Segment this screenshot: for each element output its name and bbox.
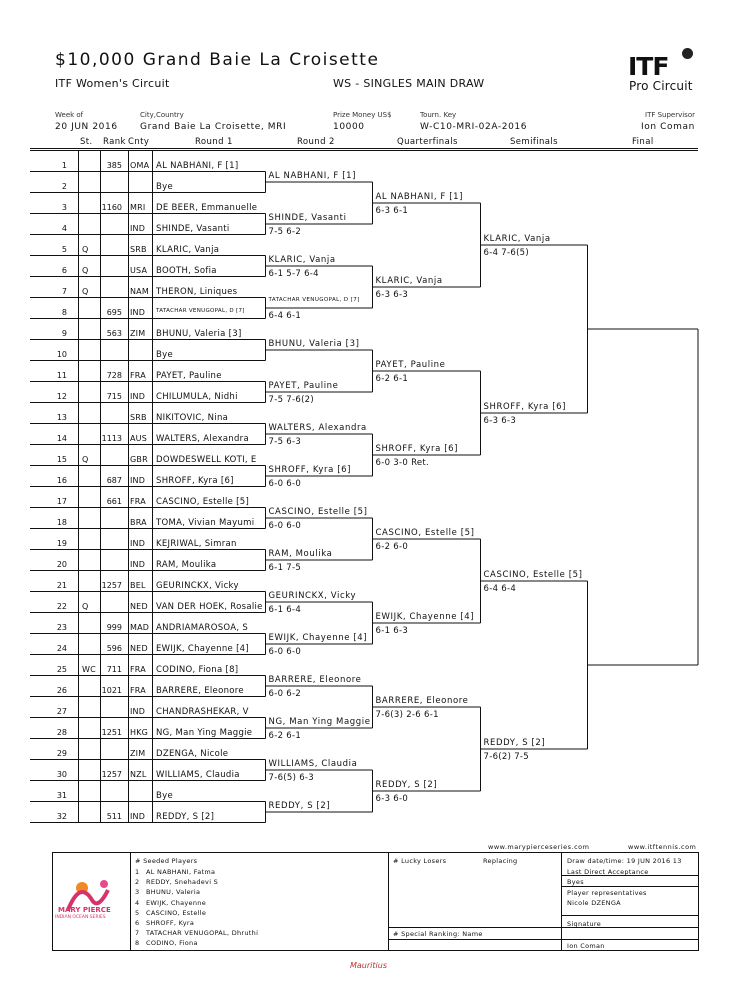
entry-player-name: RAM, Moulika [156, 559, 217, 570]
entry-number: 18 [56, 517, 67, 527]
url-itf: www.itftennis.com [628, 843, 697, 851]
entry-player-name: KEJRIWAL, Simran [156, 538, 237, 549]
entry-number: 29 [56, 748, 67, 758]
entry-country: AUS [130, 433, 148, 443]
entry-player-name: DE BEER, Emmanuelle [156, 202, 258, 213]
sf-score: 7-6(2) 7-5 [483, 752, 530, 762]
seed-player-name: EWIJK, Chayenne [146, 898, 206, 907]
circuit-name: ITF Women's Circuit [55, 77, 170, 90]
entry-rank: 563 [106, 328, 122, 338]
entry-status: WC [82, 664, 96, 674]
round2-score: 6-1 5-7 6-4 [268, 269, 319, 279]
round2-score: 6-0 6-2 [268, 689, 302, 699]
mary-pierce-logo-text: MARY PIERCE [58, 906, 111, 914]
entry-country: IND [130, 706, 146, 716]
entry-status: Q [82, 601, 89, 611]
tournament-title: $10,000 Grand Baie La Croisette [55, 50, 380, 70]
entry-rank: 1021 [101, 685, 122, 695]
last-direct-acceptance: Last Direct Acceptance [567, 868, 649, 876]
round2-winner: KLARIC, Vanja [268, 255, 336, 265]
entry-number: 3 [61, 202, 67, 212]
qf-score: 6-2 6-1 [375, 374, 409, 384]
col-round2: Round 2 [297, 137, 335, 147]
entry-rank: 661 [106, 496, 122, 506]
round2-winner: AL NABHANI, F [1] [268, 171, 357, 181]
player-representatives-label: Player representatives [567, 889, 647, 897]
round2-score: 6-0 6-0 [268, 647, 302, 657]
entry-player-name: Bye [156, 349, 173, 360]
entry-number: 12 [56, 391, 67, 401]
supervisor-value: Ion Coman [641, 122, 695, 132]
qf-score: 6-0 3-0 Ret. [375, 458, 430, 468]
qf-score: 7-6(3) 2-6 6-1 [375, 710, 439, 720]
round2-score: 6-4 6-1 [268, 311, 302, 321]
qf-winner: CASCINO, Estelle [5] [375, 528, 475, 538]
entry-number: 30 [56, 769, 67, 779]
entry-player-name: SHINDE, Vasanti [156, 223, 230, 234]
entry-rank: 695 [106, 307, 122, 317]
col-country: Cnty [128, 137, 150, 147]
entry-player-name: CODINO, Fiona [8] [156, 664, 239, 675]
entry-number: 4 [61, 223, 67, 233]
qf-score: 6-3 6-0 [375, 794, 409, 804]
entry-rank: 1257 [101, 769, 122, 779]
seeded-header: # Seeded Players [135, 857, 198, 865]
entry-player-name: GEURINCKX, Vicky [156, 580, 239, 591]
entry-player-name: NG, Man Ying Maggie [156, 727, 253, 738]
round2-score: 6-1 7-5 [268, 563, 302, 573]
entry-player-name: WALTERS, Alexandra [156, 433, 249, 444]
entry-country: FRA [130, 496, 146, 506]
entry-rank: 687 [106, 475, 122, 485]
entry-country: OMA [130, 160, 150, 170]
round2-winner: SHROFF, Kyra [6] [268, 465, 352, 475]
qf-winner: AL NABHANI, F [1] [375, 192, 464, 202]
sf-score: 6-3 6-3 [483, 416, 517, 426]
entry-player-name: WILLIAMS, Claudia [156, 769, 240, 780]
replacing-label: Replacing [483, 857, 518, 865]
entry-country: FRA [130, 685, 146, 695]
entry-player-name: DOWDESWELL KOTI, E [156, 454, 257, 465]
entry-status: Q [82, 286, 89, 296]
pro-circuit-logo-text: Pro Circuit [629, 79, 693, 93]
seed-number: 5 [135, 908, 140, 917]
seed-player-name: CASCINO, Estelle [146, 908, 207, 917]
qf-score: 6-1 6-3 [375, 626, 409, 636]
special-ranking-label: # Special Ranking: Name [393, 930, 483, 938]
entry-number: 26 [56, 685, 67, 695]
round2-winner: TATACHAR VENUGOPAL, D [7] [268, 297, 360, 303]
entry-number: 15 [56, 454, 67, 464]
round2-score: 7-6(5) 6-3 [268, 773, 315, 783]
round2-winner: RAM, Moulika [268, 549, 333, 559]
seed-player-name: AL NABHANI, Fatma [146, 868, 216, 876]
round2-winner: WILLIAMS, Claudia [268, 759, 358, 769]
round2-score: 7-5 7-6(2) [268, 395, 315, 405]
round2-winner: WALTERS, Alexandra [268, 423, 367, 433]
seed-number: 8 [135, 939, 140, 948]
col-final: Final [632, 137, 654, 147]
sf-winner: REDDY, S [2] [483, 738, 546, 748]
entry-player-name: BOOTH, Sofia [156, 265, 217, 276]
entry-number: 31 [56, 790, 67, 800]
url-marypierce: www.marypierceseries.com [488, 843, 590, 851]
sf-winner: SHROFF, Kyra [6] [483, 402, 567, 412]
city-value: Grand Baie La Croisette, MRI [140, 122, 287, 132]
entry-country: NZL [130, 769, 147, 779]
col-quarterfinals: Quarterfinals [397, 137, 458, 147]
entry-number: 27 [56, 706, 67, 716]
entry-country: ZIM [130, 748, 146, 758]
qf-score: 6-2 6-0 [375, 542, 409, 552]
entry-number: 20 [56, 559, 67, 569]
qf-winner: BARRERE, Eleonore [375, 696, 469, 706]
mauritius-logo: Mauritius [350, 961, 387, 970]
entry-rank: 1113 [101, 433, 122, 443]
entry-number: 6 [61, 265, 67, 275]
byes-label: Byes [567, 878, 584, 886]
round2-score: 6-2 6-1 [268, 731, 302, 741]
round2-winner: BHUNU, Valeria [3] [268, 339, 360, 349]
entry-number: 19 [56, 538, 67, 548]
itf-logo-text: ITF [628, 52, 669, 81]
entry-country: IND [130, 307, 146, 317]
entry-country: USA [130, 265, 148, 275]
seed-player-name: TATACHAR VENUGOPAL, Dhruthi [146, 929, 259, 938]
entry-country: SRB [130, 412, 147, 422]
entry-country: NAM [130, 286, 149, 296]
tourn-key-value: W-C10-MRI-02A-2016 [420, 122, 528, 132]
qf-winner: EWIJK, Chayenne [4] [375, 612, 475, 622]
entry-number: 21 [56, 580, 67, 590]
entry-player-name: SHROFF, Kyra [6] [156, 475, 234, 486]
entry-country: IND [130, 475, 146, 485]
entry-number: 25 [56, 664, 67, 674]
qf-winner: KLARIC, Vanja [375, 276, 443, 286]
round2-winner: GEURINCKX, Vicky [268, 591, 357, 601]
round2-winner: NG, Man Ying Maggie [268, 717, 371, 727]
entry-rank: 596 [106, 643, 122, 653]
entry-player-name: AL NABHANI, F [1] [156, 160, 239, 171]
entry-number: 2 [61, 181, 67, 191]
entry-rank: 1160 [101, 202, 122, 212]
city-label: City,Country [140, 111, 184, 119]
prize-label: Prize Money US$ [333, 111, 392, 119]
entry-player-name: TATACHAR VENUGOPAL, D [7] [156, 307, 245, 314]
entry-player-name: THERON, Liniques [156, 286, 238, 297]
entry-country: FRA [130, 664, 146, 674]
entry-player-name: CHILUMULA, Nidhi [156, 391, 238, 402]
draw-type: WS - SINGLES MAIN DRAW [333, 77, 485, 90]
entry-player-name: VAN DER HOEK, Rosalie [156, 601, 263, 612]
entry-country: BRA [130, 517, 147, 527]
round2-winner: CASCINO, Estelle [5] [268, 507, 368, 517]
entry-number: 22 [56, 601, 67, 611]
entry-player-name: EWIJK, Chayenne [4] [156, 643, 250, 654]
round2-score: 7-5 6-3 [268, 437, 302, 447]
round2-winner: REDDY, S [2] [268, 801, 331, 811]
qf-winner: REDDY, S [2] [375, 780, 438, 790]
entry-player-name: REDDY, S [2] [156, 811, 215, 822]
entry-player-name: Bye [156, 181, 173, 192]
entry-number: 16 [56, 475, 67, 485]
draw-date: Draw date/time: 19 JUN 2016 13 [567, 857, 682, 865]
entry-number: 23 [56, 622, 67, 632]
entry-country: NED [130, 643, 148, 653]
seed-player-name: CODINO, Fiona [146, 939, 198, 948]
entry-country: FRA [130, 370, 146, 380]
mary-pierce-logo [58, 870, 120, 938]
round2-winner: BARRERE, Eleonore [268, 675, 362, 685]
lucky-losers-label: # Lucky Losers [393, 857, 447, 865]
seed-number: 1 [135, 868, 140, 876]
entry-rank: 511 [106, 811, 122, 821]
entry-player-name: CASCINO, Estelle [5] [156, 496, 250, 507]
round2-score: 6-0 6-0 [268, 479, 302, 489]
entry-rank: 1251 [101, 727, 122, 737]
entry-player-name: CHANDRASHEKAR, V [156, 706, 249, 717]
round2-score: 6-1 6-4 [268, 605, 302, 615]
entry-player-name: KLARIC, Vanja [156, 244, 220, 255]
entry-number: 1 [61, 160, 67, 170]
entry-rank: 728 [106, 370, 122, 380]
entry-country: GBR [130, 454, 148, 464]
week-label: Week of [55, 111, 84, 119]
col-status: St. [80, 137, 93, 147]
round2-score: 7-5 6-2 [268, 227, 302, 237]
entry-player-name: ANDRIAMAROSOA, S [156, 622, 249, 633]
entry-country: IND [130, 538, 146, 548]
entry-number: 32 [56, 811, 67, 821]
entry-country: MAD [130, 622, 150, 632]
entry-number: 14 [56, 433, 67, 443]
seed-number: 7 [135, 929, 140, 938]
entry-number: 8 [61, 307, 67, 317]
round2-winner: SHINDE, Vasanti [268, 213, 347, 223]
entry-country: IND [130, 223, 146, 233]
entry-player-name: PAYET, Pauline [156, 370, 222, 381]
entry-country: HKG [130, 727, 149, 737]
seed-number: 4 [135, 898, 140, 907]
seed-player-name: BHUNU, Valeria [146, 888, 201, 897]
entry-country: ZIM [130, 328, 146, 338]
entry-rank: 1257 [101, 580, 122, 590]
sf-winner: CASCINO, Estelle [5] [483, 570, 583, 580]
prize-value: 10000 [333, 122, 365, 132]
seed-player-name: SHROFF, Kyra [146, 919, 195, 927]
entry-country: IND [130, 391, 146, 401]
qf-score: 6-3 6-1 [375, 206, 409, 216]
seed-player-name: REDDY, Snehadevi S [146, 878, 219, 887]
seed-number: 2 [135, 878, 140, 887]
col-semifinals: Semifinals [510, 137, 559, 147]
entry-number: 10 [56, 349, 67, 359]
entry-player-name: Bye [156, 790, 173, 801]
qf-score: 6-3 6-3 [375, 290, 409, 300]
entry-number: 5 [61, 244, 67, 254]
entry-player-name: BARRERE, Eleonore [156, 685, 244, 696]
entry-number: 13 [56, 412, 67, 422]
seed-number: 3 [135, 888, 140, 897]
entry-player-name: NIKITOVIC, Nina [156, 412, 229, 423]
supervisor-label: ITF Supervisor [645, 111, 695, 119]
week-value: 20 JUN 2016 [55, 122, 118, 132]
entry-country: BEL [130, 580, 146, 590]
signature-label: Signature [567, 920, 602, 928]
entry-country: NED [130, 601, 148, 611]
entry-country: IND [130, 811, 146, 821]
sf-winner: KLARIC, Vanja [483, 234, 551, 244]
qf-winner: SHROFF, Kyra [6] [375, 444, 459, 454]
entry-number: 11 [56, 370, 67, 380]
sf-score: 6-4 7-6(5) [483, 248, 530, 258]
entry-number: 28 [56, 727, 67, 737]
entry-player-name: TOMA, Vivian Mayumi [156, 517, 255, 528]
entry-country: SRB [130, 244, 147, 254]
entry-number: 7 [61, 286, 67, 296]
entry-rank: 385 [106, 160, 122, 170]
entry-number: 17 [56, 496, 67, 506]
entry-status: Q [82, 454, 89, 464]
qf-winner: PAYET, Pauline [375, 360, 446, 370]
entry-player-name: DZENGA, Nicole [156, 748, 229, 759]
entry-country: MRI [130, 202, 146, 212]
entry-rank: 715 [106, 391, 122, 401]
player-representative-name: Nicole DZENGA [567, 899, 621, 907]
entry-rank: 999 [106, 622, 122, 632]
entry-rank: 711 [106, 664, 122, 674]
tourn-key-label: Tourn. Key [420, 111, 457, 119]
col-rank: Rank [103, 137, 126, 147]
entry-status: Q [82, 265, 89, 275]
entry-country: IND [130, 559, 146, 569]
round2-winner: EWIJK, Chayenne [4] [268, 633, 368, 643]
signer-name: Ion Coman [567, 942, 605, 950]
sf-score: 6-4 6-4 [483, 584, 517, 594]
entry-number: 24 [56, 643, 67, 653]
round2-score: 6-0 6-0 [268, 521, 302, 531]
entry-number: 9 [61, 328, 67, 338]
entry-player-name: BHUNU, Valeria [3] [156, 328, 242, 339]
mary-pierce-logo-subtext: INDIAN OCEAN SERIES [55, 915, 106, 920]
col-round1: Round 1 [195, 137, 233, 147]
entry-status: Q [82, 244, 89, 254]
seed-number: 6 [135, 919, 140, 927]
round2-winner: PAYET, Pauline [268, 381, 339, 391]
